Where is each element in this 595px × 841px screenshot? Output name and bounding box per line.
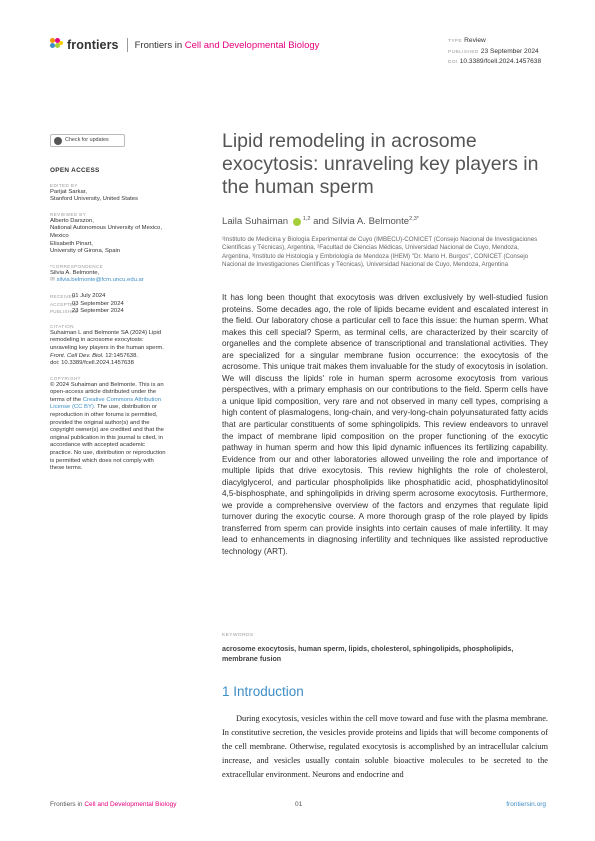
logo-separator bbox=[127, 38, 128, 52]
author-2[interactable]: Silvia A. Belmonte bbox=[331, 216, 410, 228]
license-link[interactable]: Creative Commons Attribution License (CC BY). bbox=[50, 396, 161, 411]
citation-label: CITATION bbox=[50, 323, 74, 329]
check-updates-icon bbox=[54, 137, 62, 145]
frontiers-logo-icon bbox=[50, 38, 64, 52]
keywords-label: KEYWORDS bbox=[222, 633, 254, 638]
footer-journal: Frontiers in Cell and Developmental Biology bbox=[50, 801, 177, 808]
section-heading: 1 Introduction bbox=[222, 684, 304, 699]
abstract: It has long been thought that exocytosis was driven exclusively by well-studied fusion proteins. Some decades ago, the role of lipids became evident and escalated interest in the field. Our laboratory chose a particular cell to face this issue: the human sperm. What makes this cell special? Sperm, as terminal cells, are characterized by their scarcity of organelles and the complete absence of transcriptional and translational activities. They are specialized for a singular membrane fusion occurrence: the exocytosis of the acrosome. This unique trait makes them invaluable for the study of exocytosis in isolation. We will discuss the lipids' role in human sperm acrosome exocytosis from various perspectives, with a primary emphasis on our contributions to the field. Sperm cells have a unique lipid composition, very rare and not observed in many cell types, comprising a high content of plasmalogens, long-chain, and very-long-chain polyunsaturated fatty acids that are particular constituents of some sphingolipids. This review endeavors to unravel the impact of membrane lipid composition on the proper functioning of the exocytic pathway in human sperm and how this lipid dynamic influences its fertilizing capability. Evidence from our and other laboratories allowed unveiling the role and importance of multiple lipids that drive exocytosis. This review highlights the role of cholesterol, diacylglycerol, and particular phospholipids like phosphatidic acid, phosphatidylinositol 4,5-bisphosphate, and sphingolipids in driving sperm acrosome exocytosis. Furthermore, we provide a comprehensive overview of the factors and enzymes that regulate lipid turnover during the exocytic course. A more thorough grasp of the role played by lipids transferred from sperm can provide insights into certain causes of male infertility. It may lead to enhancements in diagnosing infertility and techniques like assisted reproductive technology (ART). bbox=[222, 293, 548, 557]
sidebar bbox=[50, 134, 166, 473]
authors: Laila Suhaiman $^{1,2}$ and Silvia A. Belmonte$^{2,3*}$ bbox=[222, 216, 419, 228]
page-header bbox=[50, 36, 547, 66]
check-updates-button[interactable]: Check for updates bbox=[50, 134, 125, 147]
copyright-label: COPYRIGHT bbox=[50, 375, 81, 381]
correspondence-email[interactable]: ✉ silvia.belmonte@fcm.uncu.edu.ar bbox=[50, 277, 144, 284]
reviewed-by-label: REVIEWED BY bbox=[50, 211, 87, 217]
keywords: acrosome exocytosis, human sperm, lipids, cholesterol, sphingolipids, phospholipids, membrane fusion bbox=[222, 645, 514, 663]
meta-type: TYPE Review bbox=[448, 37, 486, 44]
email-icon: ✉ bbox=[50, 277, 57, 284]
article-title: Lipid remodeling in acrosome exocytosis: unraveling key players in the human sperm bbox=[222, 130, 539, 198]
frontiers-logo[interactable] bbox=[50, 38, 319, 52]
edited-by: Parijat Sarkar, Stanford University, United States bbox=[50, 188, 138, 203]
reviewed-by: Alberto Darszon, National Autonomous University of Mexico, Mexico Elisabeth Pinart, University of Girona, Spain bbox=[50, 217, 162, 255]
article-dates: RECEIVED 01 July 2024 ACCEPTED 03 September 2024 PUBLISHED 23 September 2024 bbox=[50, 292, 124, 315]
footer-site-link[interactable]: frontiersin.org bbox=[506, 801, 546, 808]
open-access-label: OPEN ACCESS bbox=[50, 167, 100, 174]
affiliations: ¹Instituto de Medicina y Biología Experimental de Cuyo (IMBECU)-CONICET (Consejo Nacional de Investigaciones Científicas y Técnicas), Argentina, ²Facultad de Ciencias Médicas, Universidad Nacional de Cuyo, Mendoza, Argentina, ³Instituto de Histología y Embriología de Mendoza (IHEM) "Dr. Mario H. Burgos", CONICET (Consejo Nacional de Investigaciones Científicas y Técnicas), Universidad Nacional de Cuyo, Mendoza, Argentina bbox=[222, 236, 538, 269]
body-paragraph: During exocytosis, vesicles within the cell move toward and fuse with the plasma membrane. In constitutive secretion, the vesicles provide proteins and lipids that will become components of the cell membrane. Otherwise, regulated exocytosis is accomplished by an intracellular calcium increase, and vesicles usually contain soluble bioactive molecules to be secreted to the extracellular environment. Neurons and endocrine and bbox=[222, 714, 548, 780]
copyright: © 2024 Suhaiman and Belmonte. This is an open-access article distributed under the terms of the Creative Commons Attribution License (CC BY). The use, distribution or reproduction in other forums is permitted, provided the original author(s) and the copyright owner(s) are credited and that the original publication in this journal is cited, in accordance with accepted academic practice. No use, distribution or reproduction is permitted which does not comply with these terms. bbox=[50, 381, 166, 472]
correspondence-label: *CORRESPONDENCE bbox=[50, 263, 104, 269]
author-1[interactable]: Laila Suhaiman bbox=[222, 216, 289, 228]
citation-doi[interactable]: doi: 10.3389/fcell.2024.1457638 bbox=[50, 360, 134, 367]
orcid-icon[interactable] bbox=[293, 218, 301, 226]
article-meta bbox=[448, 36, 541, 68]
meta-published: PUBLISHED 23 September 2024 bbox=[448, 47, 539, 55]
edited-by-label: EDITED BY bbox=[50, 182, 78, 188]
citation: Suhaiman L and Belmonte SA (2024) Lipid remodeling in acrosome exocytosis: unraveling key players in the human sperm. Front. Cell Dev. Biol. 12:1457638. doi: 10.3389/fcell.2024.1457638 bbox=[50, 329, 164, 367]
correspondence-name: Silvia A. Belmonte, bbox=[50, 269, 100, 276]
page-number: 01 bbox=[295, 801, 303, 808]
journal-name[interactable]: Frontiers in Cell and Developmental Biology bbox=[134, 39, 320, 51]
logo-wordmark: frontiers bbox=[67, 38, 119, 52]
meta-doi[interactable]: DOI 10.3389/fcell.2024.1457638 bbox=[448, 58, 542, 66]
